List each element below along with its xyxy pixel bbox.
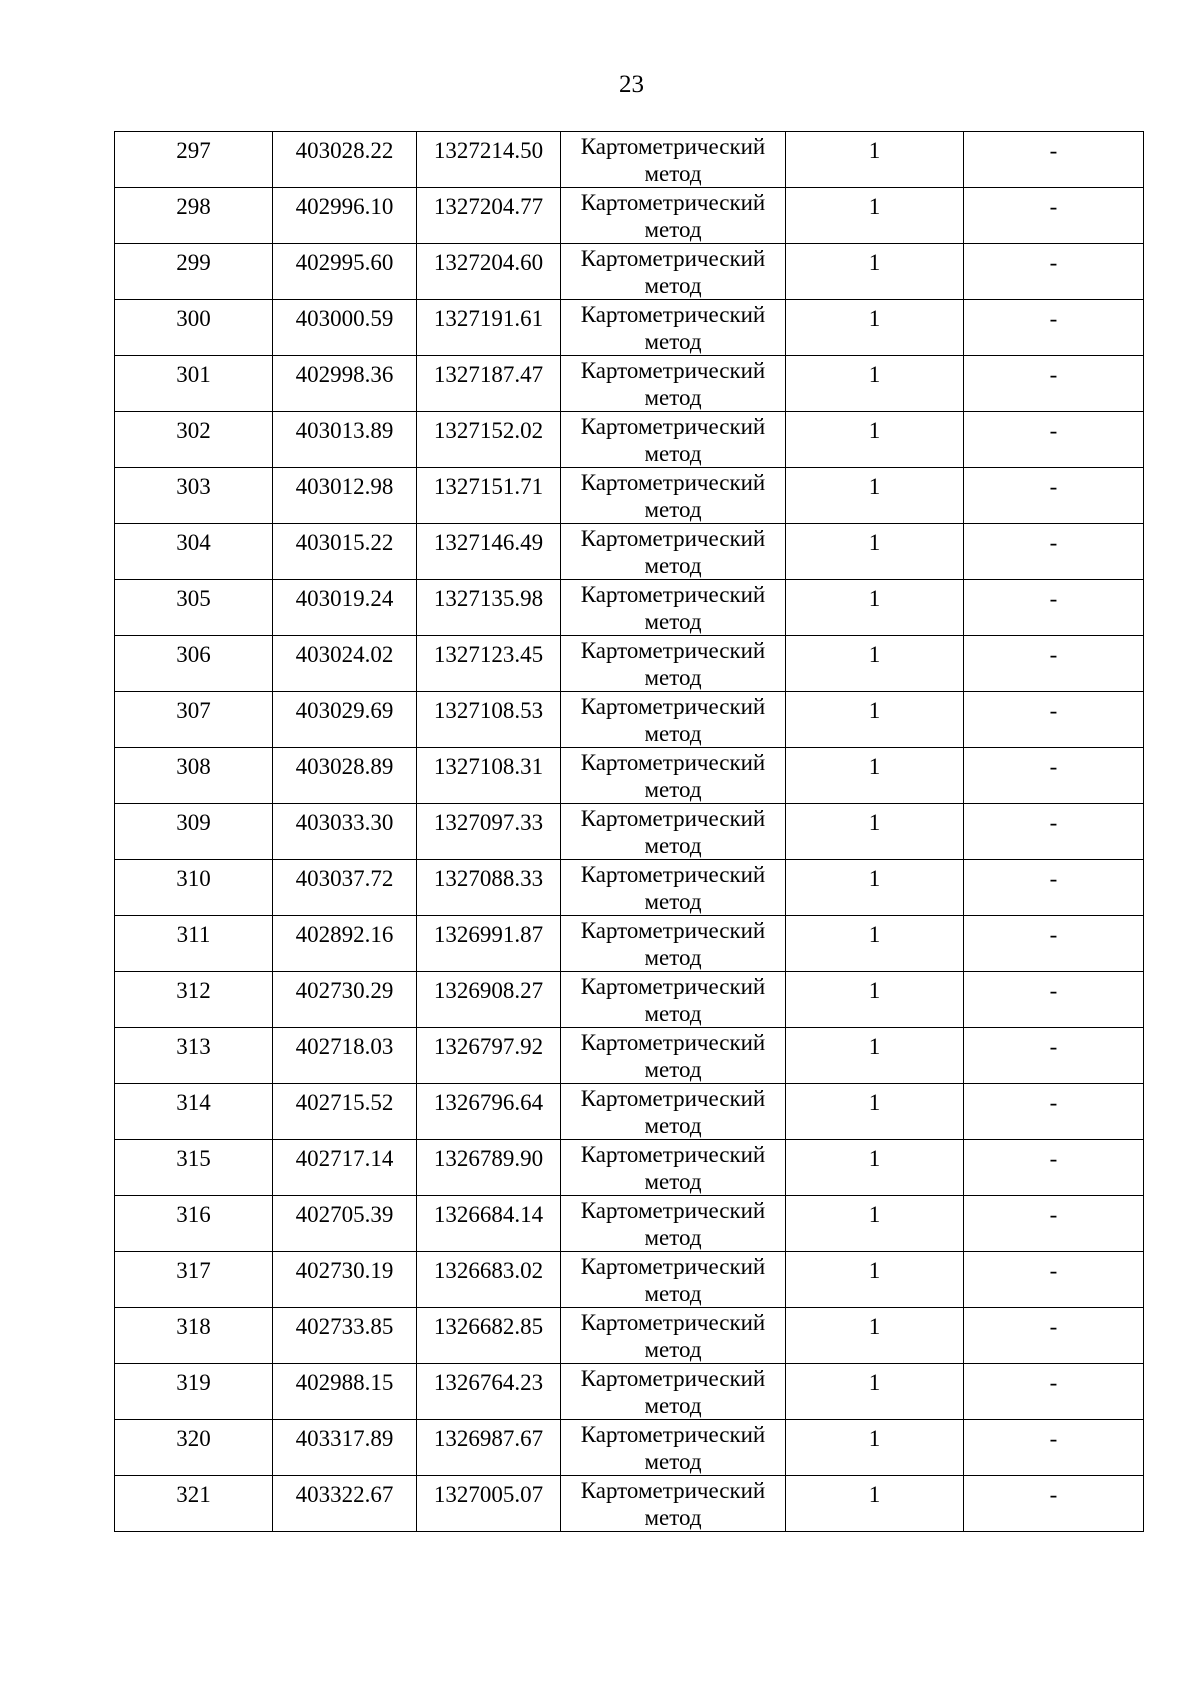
method-line-1: Картометрический bbox=[580, 1254, 766, 1279]
method-cell bbox=[561, 748, 786, 804]
accuracy-cell: 1 bbox=[786, 1084, 964, 1140]
point-number-cell: 297 bbox=[115, 132, 273, 188]
y-coordinate-cell: 1327146.49 bbox=[417, 524, 561, 580]
method-cell bbox=[561, 580, 786, 636]
point-number-cell: 310 bbox=[115, 860, 273, 916]
description-cell: - bbox=[964, 804, 1144, 860]
method-line-2: метод bbox=[644, 889, 702, 914]
method-line-2: метод bbox=[644, 1337, 702, 1362]
point-number-cell: 316 bbox=[115, 1196, 273, 1252]
point-number-cell: 315 bbox=[115, 1140, 273, 1196]
accuracy-cell: 1 bbox=[786, 748, 964, 804]
method-cell bbox=[561, 1196, 786, 1252]
accuracy-cell: 1 bbox=[786, 1476, 964, 1532]
method-line-1: Картометрический bbox=[580, 974, 766, 999]
x-coordinate-cell: 402995.60 bbox=[273, 244, 417, 300]
description-cell: - bbox=[964, 916, 1144, 972]
accuracy-cell: 1 bbox=[786, 1420, 964, 1476]
table-row bbox=[115, 860, 1144, 916]
y-coordinate-cell: 1326789.90 bbox=[417, 1140, 561, 1196]
y-coordinate-cell: 1327123.45 bbox=[417, 636, 561, 692]
method-line-2: метод bbox=[644, 497, 702, 522]
method-line-2: метод bbox=[644, 1225, 702, 1250]
method-line-2: метод bbox=[644, 777, 702, 802]
table-row bbox=[115, 1196, 1144, 1252]
method-line-2: метод bbox=[644, 609, 702, 634]
y-coordinate-cell: 1327108.31 bbox=[417, 748, 561, 804]
method-cell bbox=[561, 860, 786, 916]
method-line-1: Картометрический bbox=[580, 470, 766, 495]
accuracy-cell: 1 bbox=[786, 356, 964, 412]
method-cell bbox=[561, 1028, 786, 1084]
table-row bbox=[115, 132, 1144, 188]
table-row bbox=[115, 1308, 1144, 1364]
x-coordinate-cell: 402998.36 bbox=[273, 356, 417, 412]
method-line-2: метод bbox=[644, 1505, 702, 1530]
accuracy-cell: 1 bbox=[786, 916, 964, 972]
x-coordinate-cell: 402892.16 bbox=[273, 916, 417, 972]
x-coordinate-cell: 403029.69 bbox=[273, 692, 417, 748]
description-cell: - bbox=[964, 748, 1144, 804]
table-row bbox=[115, 300, 1144, 356]
y-coordinate-cell: 1326684.14 bbox=[417, 1196, 561, 1252]
method-cell bbox=[561, 1252, 786, 1308]
method-line-1: Картометрический bbox=[580, 1366, 766, 1391]
x-coordinate-cell: 403037.72 bbox=[273, 860, 417, 916]
description-cell: - bbox=[964, 1252, 1144, 1308]
accuracy-cell: 1 bbox=[786, 1252, 964, 1308]
method-cell bbox=[561, 468, 786, 524]
point-number-cell: 314 bbox=[115, 1084, 273, 1140]
accuracy-cell: 1 bbox=[786, 1196, 964, 1252]
accuracy-cell: 1 bbox=[786, 804, 964, 860]
table-row bbox=[115, 748, 1144, 804]
description-cell: - bbox=[964, 636, 1144, 692]
method-cell bbox=[561, 300, 786, 356]
accuracy-cell: 1 bbox=[786, 1140, 964, 1196]
description-cell: - bbox=[964, 972, 1144, 1028]
method-line-1: Картометрический bbox=[580, 582, 766, 607]
table-row bbox=[115, 916, 1144, 972]
table-row bbox=[115, 468, 1144, 524]
description-cell: - bbox=[964, 244, 1144, 300]
table-row bbox=[115, 356, 1144, 412]
accuracy-cell: 1 bbox=[786, 188, 964, 244]
y-coordinate-cell: 1327191.61 bbox=[417, 300, 561, 356]
method-line-1: Картометрический bbox=[580, 414, 766, 439]
description-cell: - bbox=[964, 356, 1144, 412]
y-coordinate-cell: 1327152.02 bbox=[417, 412, 561, 468]
description-cell: - bbox=[964, 1028, 1144, 1084]
method-cell bbox=[561, 524, 786, 580]
method-cell bbox=[561, 636, 786, 692]
method-line-1: Картометрический bbox=[580, 1478, 766, 1503]
method-line-1: Картометрический bbox=[580, 246, 766, 271]
y-coordinate-cell: 1327214.50 bbox=[417, 132, 561, 188]
point-number-cell: 312 bbox=[115, 972, 273, 1028]
method-cell bbox=[561, 188, 786, 244]
table-row bbox=[115, 524, 1144, 580]
method-line-1: Картометрический bbox=[580, 358, 766, 383]
method-cell bbox=[561, 1476, 786, 1532]
method-cell bbox=[561, 412, 786, 468]
description-cell: - bbox=[964, 1196, 1144, 1252]
point-number-cell: 313 bbox=[115, 1028, 273, 1084]
method-line-2: метод bbox=[644, 1057, 702, 1082]
method-line-1: Картометрический bbox=[580, 526, 766, 551]
point-number-cell: 308 bbox=[115, 748, 273, 804]
method-line-1: Картометрический bbox=[580, 1310, 766, 1335]
method-line-2: метод bbox=[644, 721, 702, 746]
method-line-2: метод bbox=[644, 1449, 702, 1474]
method-line-1: Картометрический bbox=[580, 694, 766, 719]
accuracy-cell: 1 bbox=[786, 1028, 964, 1084]
point-number-cell: 299 bbox=[115, 244, 273, 300]
table-row bbox=[115, 1364, 1144, 1420]
y-coordinate-cell: 1327108.53 bbox=[417, 692, 561, 748]
table-row bbox=[115, 804, 1144, 860]
accuracy-cell: 1 bbox=[786, 1364, 964, 1420]
y-coordinate-cell: 1326797.92 bbox=[417, 1028, 561, 1084]
method-line-1: Картометрический bbox=[580, 134, 766, 159]
table-row bbox=[115, 1476, 1144, 1532]
point-number-cell: 300 bbox=[115, 300, 273, 356]
x-coordinate-cell: 402730.29 bbox=[273, 972, 417, 1028]
description-cell: - bbox=[964, 860, 1144, 916]
point-number-cell: 318 bbox=[115, 1308, 273, 1364]
description-cell: - bbox=[964, 1084, 1144, 1140]
x-coordinate-cell: 403028.22 bbox=[273, 132, 417, 188]
method-line-1: Картометрический bbox=[580, 1086, 766, 1111]
accuracy-cell: 1 bbox=[786, 244, 964, 300]
method-line-1: Картометрический bbox=[580, 750, 766, 775]
method-line-2: метод bbox=[644, 1281, 702, 1306]
point-number-cell: 319 bbox=[115, 1364, 273, 1420]
method-line-2: метод bbox=[644, 665, 702, 690]
point-number-cell: 304 bbox=[115, 524, 273, 580]
x-coordinate-cell: 403024.02 bbox=[273, 636, 417, 692]
point-number-cell: 317 bbox=[115, 1252, 273, 1308]
x-coordinate-cell: 403015.22 bbox=[273, 524, 417, 580]
coordinates-table-body bbox=[115, 132, 1144, 1532]
x-coordinate-cell: 403019.24 bbox=[273, 580, 417, 636]
method-line-2: метод bbox=[644, 553, 702, 578]
description-cell: - bbox=[964, 1476, 1144, 1532]
method-cell bbox=[561, 244, 786, 300]
method-cell bbox=[561, 972, 786, 1028]
accuracy-cell: 1 bbox=[786, 580, 964, 636]
table-row bbox=[115, 1420, 1144, 1476]
x-coordinate-cell: 403317.89 bbox=[273, 1420, 417, 1476]
method-line-1: Картометрический bbox=[580, 1142, 766, 1167]
method-cell bbox=[561, 916, 786, 972]
y-coordinate-cell: 1326682.85 bbox=[417, 1308, 561, 1364]
method-line-2: метод bbox=[644, 441, 702, 466]
method-cell bbox=[561, 356, 786, 412]
method-cell bbox=[561, 1364, 786, 1420]
method-cell bbox=[561, 1308, 786, 1364]
method-line-1: Картометрический bbox=[580, 806, 766, 831]
point-number-cell: 321 bbox=[115, 1476, 273, 1532]
accuracy-cell: 1 bbox=[786, 1308, 964, 1364]
x-coordinate-cell: 403033.30 bbox=[273, 804, 417, 860]
y-coordinate-cell: 1327097.33 bbox=[417, 804, 561, 860]
accuracy-cell: 1 bbox=[786, 132, 964, 188]
method-line-2: метод bbox=[644, 1393, 702, 1418]
table-row bbox=[115, 1252, 1144, 1308]
method-line-1: Картометрический bbox=[580, 1198, 766, 1223]
table-row bbox=[115, 244, 1144, 300]
description-cell: - bbox=[964, 1364, 1144, 1420]
description-cell: - bbox=[964, 692, 1144, 748]
method-line-1: Картометрический bbox=[580, 302, 766, 327]
method-line-1: Картометрический bbox=[580, 638, 766, 663]
method-line-1: Картометрический bbox=[580, 1030, 766, 1055]
y-coordinate-cell: 1326683.02 bbox=[417, 1252, 561, 1308]
table-row bbox=[115, 412, 1144, 468]
accuracy-cell: 1 bbox=[786, 412, 964, 468]
point-number-cell: 298 bbox=[115, 188, 273, 244]
coordinates-table bbox=[114, 131, 1144, 1532]
accuracy-cell: 1 bbox=[786, 860, 964, 916]
point-number-cell: 320 bbox=[115, 1420, 273, 1476]
method-cell bbox=[561, 804, 786, 860]
method-line-1: Картометрический bbox=[580, 918, 766, 943]
table-row bbox=[115, 1084, 1144, 1140]
method-cell bbox=[561, 132, 786, 188]
point-number-cell: 309 bbox=[115, 804, 273, 860]
method-line-2: метод bbox=[644, 1001, 702, 1026]
method-cell bbox=[561, 1420, 786, 1476]
y-coordinate-cell: 1327151.71 bbox=[417, 468, 561, 524]
y-coordinate-cell: 1327005.07 bbox=[417, 1476, 561, 1532]
method-line-1: Картометрический bbox=[580, 190, 766, 215]
accuracy-cell: 1 bbox=[786, 972, 964, 1028]
y-coordinate-cell: 1327204.77 bbox=[417, 188, 561, 244]
description-cell: - bbox=[964, 1308, 1144, 1364]
x-coordinate-cell: 403322.67 bbox=[273, 1476, 417, 1532]
description-cell: - bbox=[964, 412, 1144, 468]
y-coordinate-cell: 1327187.47 bbox=[417, 356, 561, 412]
description-cell: - bbox=[964, 188, 1144, 244]
point-number-cell: 306 bbox=[115, 636, 273, 692]
point-number-cell: 303 bbox=[115, 468, 273, 524]
table-row bbox=[115, 580, 1144, 636]
description-cell: - bbox=[964, 132, 1144, 188]
y-coordinate-cell: 1327088.33 bbox=[417, 860, 561, 916]
table-row bbox=[115, 188, 1144, 244]
method-line-2: метод bbox=[644, 1169, 702, 1194]
accuracy-cell: 1 bbox=[786, 300, 964, 356]
x-coordinate-cell: 402717.14 bbox=[273, 1140, 417, 1196]
y-coordinate-cell: 1326991.87 bbox=[417, 916, 561, 972]
point-number-cell: 302 bbox=[115, 412, 273, 468]
point-number-cell: 307 bbox=[115, 692, 273, 748]
method-line-2: метод bbox=[644, 1113, 702, 1138]
y-coordinate-cell: 1326796.64 bbox=[417, 1084, 561, 1140]
accuracy-cell: 1 bbox=[786, 636, 964, 692]
table-row bbox=[115, 972, 1144, 1028]
y-coordinate-cell: 1326908.27 bbox=[417, 972, 561, 1028]
x-coordinate-cell: 402715.52 bbox=[273, 1084, 417, 1140]
x-coordinate-cell: 403028.89 bbox=[273, 748, 417, 804]
y-coordinate-cell: 1326987.67 bbox=[417, 1420, 561, 1476]
x-coordinate-cell: 402718.03 bbox=[273, 1028, 417, 1084]
method-line-2: метод bbox=[644, 385, 702, 410]
y-coordinate-cell: 1326764.23 bbox=[417, 1364, 561, 1420]
method-line-2: метод bbox=[644, 329, 702, 354]
method-line-1: Картометрический bbox=[580, 862, 766, 887]
method-cell bbox=[561, 692, 786, 748]
accuracy-cell: 1 bbox=[786, 468, 964, 524]
table-row bbox=[115, 636, 1144, 692]
x-coordinate-cell: 403000.59 bbox=[273, 300, 417, 356]
point-number-cell: 305 bbox=[115, 580, 273, 636]
table-row bbox=[115, 1028, 1144, 1084]
point-number-cell: 311 bbox=[115, 916, 273, 972]
x-coordinate-cell: 402733.85 bbox=[273, 1308, 417, 1364]
table-row bbox=[115, 1140, 1144, 1196]
accuracy-cell: 1 bbox=[786, 692, 964, 748]
method-line-2: метод bbox=[644, 833, 702, 858]
description-cell: - bbox=[964, 468, 1144, 524]
x-coordinate-cell: 402988.15 bbox=[273, 1364, 417, 1420]
method-cell bbox=[561, 1084, 786, 1140]
method-line-2: метод bbox=[644, 945, 702, 970]
x-coordinate-cell: 403013.89 bbox=[273, 412, 417, 468]
method-cell bbox=[561, 1140, 786, 1196]
point-number-cell: 301 bbox=[115, 356, 273, 412]
method-line-2: метод bbox=[644, 161, 702, 186]
description-cell: - bbox=[964, 524, 1144, 580]
method-line-2: метод bbox=[644, 273, 702, 298]
x-coordinate-cell: 402996.10 bbox=[273, 188, 417, 244]
page-number: 23 bbox=[619, 71, 644, 98]
table-row bbox=[115, 692, 1144, 748]
x-coordinate-cell: 402705.39 bbox=[273, 1196, 417, 1252]
description-cell: - bbox=[964, 300, 1144, 356]
accuracy-cell: 1 bbox=[786, 524, 964, 580]
description-cell: - bbox=[964, 1140, 1144, 1196]
method-line-2: метод bbox=[644, 217, 702, 242]
y-coordinate-cell: 1327135.98 bbox=[417, 580, 561, 636]
description-cell: - bbox=[964, 1420, 1144, 1476]
method-line-1: Картометрический bbox=[580, 1422, 766, 1447]
x-coordinate-cell: 402730.19 bbox=[273, 1252, 417, 1308]
y-coordinate-cell: 1327204.60 bbox=[417, 244, 561, 300]
x-coordinate-cell: 403012.98 bbox=[273, 468, 417, 524]
description-cell: - bbox=[964, 580, 1144, 636]
